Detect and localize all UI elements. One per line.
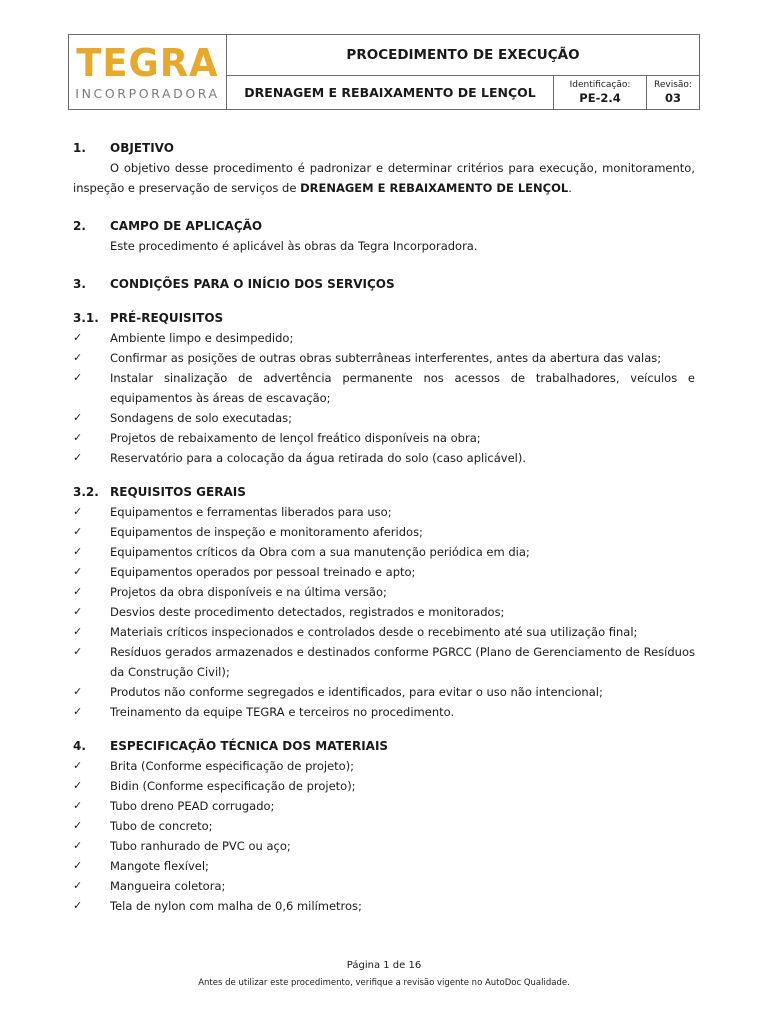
- prerequisites-list: [73, 328, 695, 468]
- checkmark-icon: ✓: [73, 525, 83, 538]
- list-item-text: Equipamentos e ferramentas liberados para uso;: [110, 505, 392, 519]
- section-title: PRÉ-REQUISITOS: [110, 311, 224, 325]
- checkmark-icon: ✓: [73, 585, 83, 598]
- list-item: [73, 682, 695, 702]
- list-item-text: Resíduos gerados armazenados e destinados conforme PGRCC (Plano de Gerenciamento de Resíduos da Construção Civil);: [110, 645, 695, 679]
- logo-subtitle: INCORPORADORA: [75, 85, 220, 101]
- list-item-text: Reservatório para a colocação da água retirada do solo (caso aplicável).: [110, 451, 526, 465]
- list-item: [73, 328, 695, 348]
- section-title: CONDIÇÕES PARA O INÍCIO DOS SERVIÇOS: [110, 277, 395, 291]
- document-header: [68, 34, 700, 110]
- list-item-text: Equipamentos de inspeção e monitoramento aferidos;: [110, 525, 423, 539]
- document-subtitle: DRENAGEM E REBAIXAMENTO DE LENÇOL: [227, 76, 554, 109]
- list-item: [73, 428, 695, 448]
- page-number: Página 1 de 16: [346, 960, 422, 971]
- subsection-heading: [73, 482, 695, 502]
- list-item: [73, 642, 695, 682]
- identification-cell: [554, 76, 647, 109]
- checkmark-icon: ✓: [73, 565, 83, 578]
- general-requirements-list: [73, 502, 695, 722]
- list-item-text: Produtos não conforme segregados e identificados, para evitar o uso não intencional;: [110, 685, 603, 699]
- checkmark-icon: ✓: [73, 451, 83, 464]
- list-item: [73, 896, 695, 916]
- list-item-text: Tela de nylon com malha de 0,6 milímetros;: [110, 899, 362, 913]
- checkmark-icon: ✓: [73, 625, 83, 638]
- list-item-text: Mangote flexível;: [110, 859, 209, 873]
- list-item-text: Bidin (Conforme especificação de projeto);: [110, 779, 356, 793]
- list-item-text: Instalar sinalização de advertência permanente nos acessos de trabalhadores, veículos e equipamentos às áreas de escavação;: [110, 371, 695, 405]
- section-title: REQUISITOS GERAIS: [110, 485, 246, 499]
- revision-cell: [647, 76, 699, 109]
- list-item-text: Tubo dreno PEAD corrugado;: [110, 799, 275, 813]
- list-item-text: Desvios deste procedimento detectados, registrados e monitorados;: [110, 605, 505, 619]
- checkmark-icon: ✓: [73, 685, 83, 698]
- list-item: [73, 876, 695, 896]
- section-title: ESPECIFICAÇÃO TÉCNICA DOS MATERIAIS: [110, 739, 389, 753]
- list-item: [73, 348, 695, 368]
- checkmark-icon: ✓: [73, 839, 83, 852]
- checkmark-icon: ✓: [73, 879, 83, 892]
- scope-paragraph: Este procedimento é aplicável às obras da Tegra Incorporadora.: [110, 239, 478, 253]
- list-item: [73, 602, 695, 622]
- list-item: [73, 522, 695, 542]
- section-heading: [73, 274, 695, 294]
- footer-note: Antes de utilizar este procedimento, verifique a revisão vigente no AutoDoc Qualidade.: [198, 978, 570, 988]
- list-item-text: Projetos da obra disponíveis e na última versão;: [110, 585, 387, 599]
- revision-label: Revisão:: [654, 80, 692, 90]
- list-item: [73, 582, 695, 602]
- list-item-text: Sondagens de solo executadas;: [110, 411, 293, 425]
- checkmark-icon: ✓: [73, 411, 83, 424]
- list-item-text: Equipamentos operados por pessoal treinado e apto;: [110, 565, 416, 579]
- list-item: [73, 796, 695, 816]
- list-item-text: Equipamentos críticos da Obra com a sua manutenção periódica em dia;: [110, 545, 530, 559]
- section-heading: [73, 736, 695, 756]
- subsection-heading: [73, 308, 695, 328]
- document-body: [73, 138, 695, 916]
- revision-value: 03: [664, 91, 681, 105]
- checkmark-icon: ✓: [73, 859, 83, 872]
- list-item-text: Tubo ranhurado de PVC ou aço;: [110, 839, 291, 853]
- checkmark-icon: ✓: [73, 545, 83, 558]
- section-number: 3.1.: [73, 311, 99, 325]
- checkmark-icon: ✓: [73, 371, 83, 384]
- list-item-text: Tubo de concreto;: [110, 819, 213, 833]
- objective-paragraph: O objetivo desse procedimento é padronizar e determinar critérios para execução, monitoramento, inspeção e preservação de serviços de DRENAGEM E REBAIXAMENTO DE LENÇOL.: [73, 161, 695, 195]
- list-item: [73, 836, 695, 856]
- list-item: [73, 622, 695, 642]
- checkmark-icon: ✓: [73, 759, 83, 772]
- list-item: [73, 368, 695, 408]
- checkmark-icon: ✓: [73, 799, 83, 812]
- identification-value: PE-2.4: [579, 91, 621, 105]
- list-item: [73, 702, 695, 722]
- list-item-text: Mangueira coletora;: [110, 879, 226, 893]
- section-title: OBJETIVO: [110, 141, 174, 155]
- document-title: PROCEDIMENTO DE EXECUÇÃO: [227, 35, 699, 76]
- section-number: 1.: [73, 141, 86, 155]
- checkmark-icon: ✓: [73, 899, 83, 912]
- section-title: CAMPO DE APLICAÇÃO: [110, 219, 263, 233]
- checkmark-icon: ✓: [73, 705, 83, 718]
- section-number: 3.: [73, 277, 86, 291]
- checkmark-icon: ✓: [73, 819, 83, 832]
- list-item-text: Materiais críticos inspecionados e controlados desde o recebimento até sua utilização final;: [110, 625, 638, 639]
- checkmark-icon: ✓: [73, 605, 83, 618]
- list-item-text: Confirmar as posições de outras obras subterrâneas interferentes, antes da abertura das valas;: [110, 351, 662, 365]
- list-item: [73, 502, 695, 522]
- checkmark-icon: ✓: [73, 331, 83, 344]
- checkmark-icon: ✓: [73, 505, 83, 518]
- list-item-text: Treinamento da equipe TEGRA e terceiros no procedimento.: [110, 705, 455, 719]
- list-item-text: Projetos de rebaixamento de lençol freático disponíveis na obra;: [110, 431, 481, 445]
- list-item-text: Brita (Conforme especificação de projeto);: [110, 759, 355, 773]
- list-item: [73, 756, 695, 776]
- identification-label: Identificação:: [569, 80, 631, 90]
- list-item: [73, 816, 695, 836]
- section-number: 3.2.: [73, 485, 99, 499]
- checkmark-icon: ✓: [73, 779, 83, 792]
- section-number: 4.: [73, 739, 86, 753]
- section-number: 2.: [73, 219, 86, 233]
- list-item-text: Ambiente limpo e desimpedido;: [110, 331, 294, 345]
- section-heading: [73, 138, 695, 158]
- list-item: [73, 562, 695, 582]
- materials-list: [73, 756, 695, 916]
- list-item: [73, 776, 695, 796]
- checkmark-icon: ✓: [73, 351, 83, 364]
- section-heading: [73, 216, 695, 236]
- list-item: [73, 542, 695, 562]
- list-item: [73, 448, 695, 468]
- list-item: [73, 408, 695, 428]
- checkmark-icon: ✓: [73, 431, 83, 444]
- list-item: [73, 856, 695, 876]
- logo-wordmark: TEGRA: [76, 40, 219, 85]
- company-logo: [69, 35, 227, 109]
- checkmark-icon: ✓: [73, 645, 83, 658]
